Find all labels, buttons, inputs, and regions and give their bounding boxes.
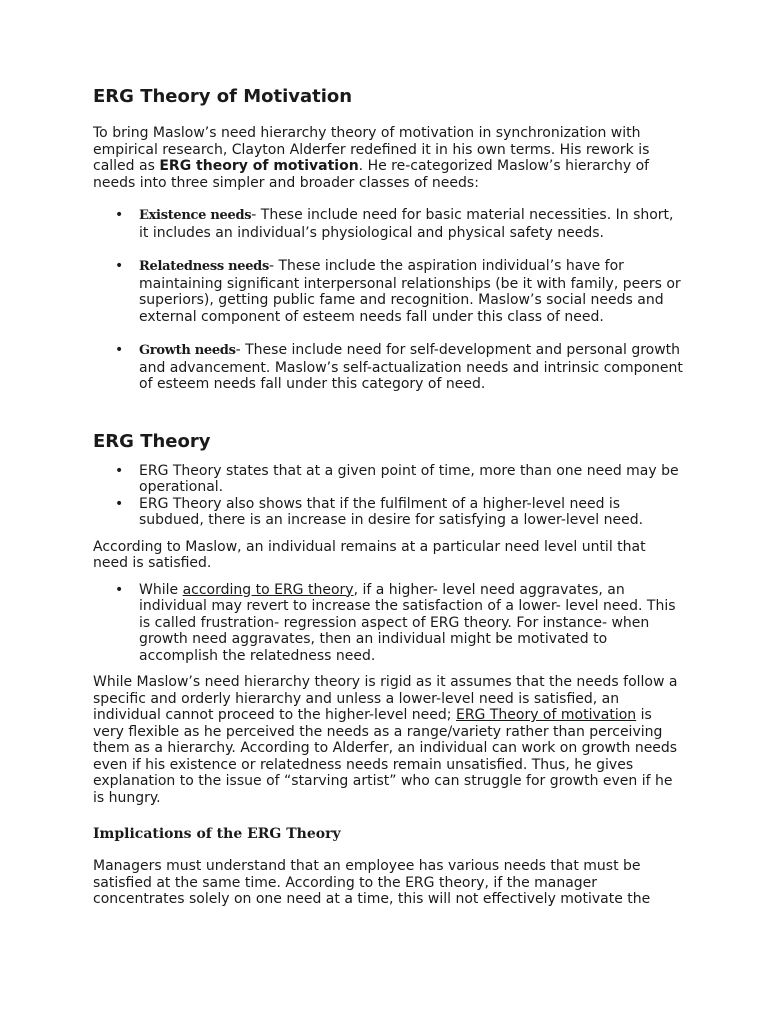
maslow-paragraph: According to Maslow, an individual remains at a particular need level until that need is satisfied.	[93, 538, 646, 571]
list-item-existence-needs	[93, 207, 683, 241]
rigid-text-before: While Maslow’s need hierarchy theory is rigid as it assumes that the needs follow a specific and orderly hierarchy and unless a lower-level need is satisfied, an individual cannot proceed to the higher-level need;	[93, 674, 678, 723]
rigid-text-after: is very flexible as he perceived the needs as a range/variety rather than perceiving them as a hierarchy. According to Alderfer, an individual can work on growth needs even if his existence or relatedness needs remain unsatisfied. Thus, he gives explanation to the issue of “starving artist” who can struggle for growth even if he is hungry.	[93, 707, 678, 806]
rigid-paragraph	[93, 674, 683, 806]
need-term: Existence needs	[139, 208, 252, 223]
need-term: Relatedness needs	[139, 259, 269, 274]
list-item-relatedness-needs	[93, 258, 683, 325]
while-text-before: While	[139, 581, 183, 598]
while-text-after: , if a higher- level need aggravates, an individual may revert to increase the satisfaction of a lower- level need. This is called frustration- regression aspect of ERG theory. For instance- when growth need aggravates, then an individual might be motivated to accomplish the relatedness need.	[139, 581, 676, 664]
intro-text-part2: . He re-categorized Maslow’s hierarchy of needs into three simpler and broader classes of needs:	[93, 158, 650, 191]
bullet-icon: •	[115, 462, 124, 479]
intro-paragraph	[93, 125, 683, 191]
needs-list	[93, 207, 683, 393]
section-heading-erg-theory: ERG Theory	[93, 430, 211, 452]
bullet-icon: •	[115, 342, 124, 358]
document-page	[93, 86, 683, 908]
bullet-icon: •	[115, 581, 124, 598]
link-erg-theory-of-motivation[interactable]: ERG Theory of motivation	[455, 707, 637, 723]
list-item	[93, 496, 683, 529]
page-title: ERG Theory of Motivation	[93, 86, 353, 107]
need-description: - These include the aspiration individual’s have for maintaining significant interpersonal relationships (be it with family, peers or superiors), getting public fame and recognition. Maslow’s social needs and external component of esteem needs fall under this class of need.	[139, 258, 681, 325]
section-heading-implications: Implications of the ERG Theory	[93, 826, 341, 842]
while-list	[93, 582, 683, 665]
bullet-icon: •	[115, 258, 124, 274]
implications-paragraph: Managers must understand that an employee has various needs that must be satisfied at the same time. According to the ERG theory, if the manager concentrates solely on one need at a time, this will not effectively motivate the	[93, 858, 651, 907]
list-item-text: ERG Theory also shows that if the fulfilment of a higher-level need is subdued, there is an increase in desire for satisfying a lower-level need.	[139, 495, 644, 528]
need-term: Growth needs	[139, 343, 236, 358]
intro-bold-term: ERG theory of motivation	[159, 158, 359, 174]
need-description: - These include need for basic material necessities. In short, it includes an individual’s physiological and physical safety needs.	[139, 207, 674, 241]
link-according-to-erg-theory[interactable]: according to ERG theory	[182, 581, 354, 598]
list-item	[93, 582, 683, 665]
bullet-icon: •	[115, 495, 124, 512]
intro-text-part1: To bring Maslow’s need hierarchy theory of motivation in synchronization with empirical research, Clayton Alderfer redefined it in his own terms. His rework is called as	[93, 125, 650, 174]
erg-theory-list	[93, 463, 683, 529]
list-item-growth-needs	[93, 342, 683, 393]
bullet-icon: •	[115, 207, 124, 223]
need-description: - These include need for self-development and personal growth and advancement. Maslow’s self-actualization needs and intrinsic component of esteem needs fall under this category of need.	[139, 342, 683, 392]
list-item	[93, 463, 683, 496]
list-item-text: ERG Theory states that at a given point of time, more than one need may be operational.	[139, 462, 679, 495]
